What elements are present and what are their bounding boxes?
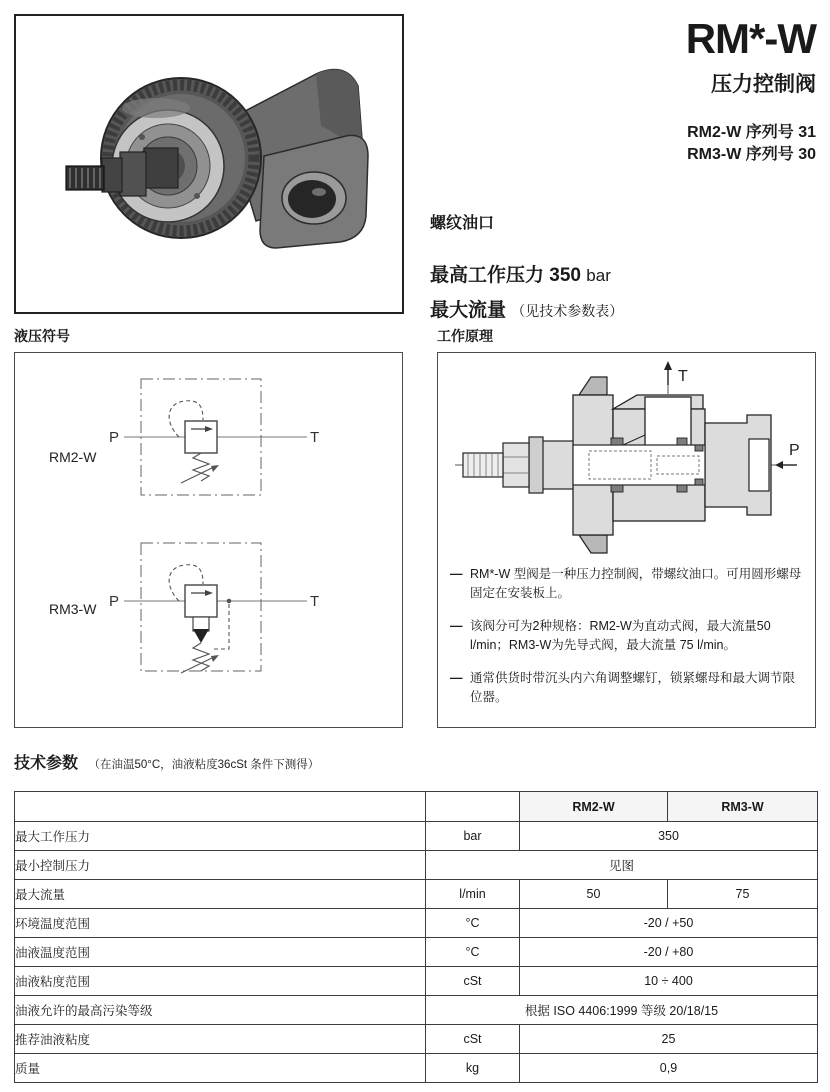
tech-params-heading: 技术参数 bbox=[14, 755, 79, 772]
bullet-dash: — bbox=[450, 670, 463, 685]
value-cell: 10 ÷ 400 bbox=[520, 967, 818, 996]
table-row bbox=[15, 822, 818, 851]
tech-params-table bbox=[14, 791, 818, 1083]
unit-cell: cSt bbox=[426, 1025, 520, 1054]
page-title: RM*-W bbox=[685, 15, 816, 62]
bullet-dash: — bbox=[450, 567, 463, 581]
unit-cell: cSt bbox=[426, 967, 520, 996]
tech-params-heading-row bbox=[14, 750, 319, 773]
table-row bbox=[15, 880, 818, 909]
bullet-text: 该阀分可为2种规格：RM2-W为直动式阀，最大流量50 l/min；RM3-W为先导式阀，最大流量 75 l/min。 bbox=[470, 618, 771, 653]
bullet-item bbox=[450, 617, 806, 656]
tech-params-note: （在油温50°C，油液粘度36cSt 条件下测得） bbox=[88, 759, 320, 771]
table-row bbox=[15, 1025, 818, 1054]
param-cell: 油液允许的最高污染等级 bbox=[15, 996, 426, 1025]
page-subtitle: 压力控制阀 bbox=[711, 73, 816, 96]
rm2w-port-p-label: P bbox=[109, 429, 120, 446]
value-cell: 根据 ISO 4406:1999 等级 20/18/15 bbox=[426, 996, 818, 1025]
param-cell: 环境温度范围 bbox=[15, 909, 426, 938]
value-cell: 25 bbox=[520, 1025, 818, 1054]
bullet-text: 通常供货时带沉头内六角调整螺钉，锁紧螺母和最大调节限位器。 bbox=[470, 670, 796, 704]
table-row bbox=[15, 1054, 818, 1083]
value-cell: 50 bbox=[520, 880, 668, 909]
unit-cell: °C bbox=[426, 938, 520, 967]
unit-cell: °C bbox=[426, 909, 520, 938]
table-row bbox=[15, 938, 818, 967]
series-block bbox=[686, 122, 816, 166]
table-header-row bbox=[15, 792, 818, 822]
value-cell: 见图 bbox=[426, 851, 818, 880]
bullet-dash: — bbox=[450, 618, 463, 633]
product-photo-illustration bbox=[16, 16, 402, 312]
max-flow-label: 最大流量 bbox=[430, 300, 507, 321]
rm2w-symbol-diagram bbox=[107, 367, 327, 517]
product-photo-frame bbox=[14, 14, 404, 314]
param-cell: 油液粘度范围 bbox=[15, 967, 426, 996]
column-header-rm3w: RM3-W bbox=[668, 792, 818, 822]
param-cell: 推荐油液粘度 bbox=[15, 1025, 426, 1054]
param-cell: 质量 bbox=[15, 1054, 426, 1083]
unit-cell: bar bbox=[426, 822, 520, 851]
value-cell: 0,9 bbox=[520, 1054, 818, 1083]
valve-cross-section bbox=[441, 357, 813, 563]
header-empty-cell bbox=[426, 792, 520, 822]
table-row bbox=[15, 909, 818, 938]
table-row bbox=[15, 851, 818, 880]
param-cell: 最大工作压力 bbox=[15, 822, 426, 851]
rm3w-port-p-label: P bbox=[109, 593, 120, 610]
rm3w-port-t-label: T bbox=[310, 593, 320, 610]
cross-section-t-label: T bbox=[678, 368, 688, 385]
max-pressure-unit: bar bbox=[586, 266, 611, 285]
bullet-item bbox=[450, 669, 806, 708]
rm3w-diagram-label: RM3-W bbox=[49, 601, 97, 617]
working-principle-bullets bbox=[450, 565, 806, 720]
hydraulic-symbols-box bbox=[14, 352, 403, 728]
rm2w-port-t-label: T bbox=[310, 429, 320, 446]
unit-cell: l/min bbox=[426, 880, 520, 909]
cross-section-p-label: P bbox=[789, 442, 800, 459]
table-row bbox=[15, 996, 818, 1025]
value-cell: 350 bbox=[520, 822, 818, 851]
table-row bbox=[15, 967, 818, 996]
rm2w-diagram-label: RM2-W bbox=[49, 449, 97, 465]
max-pressure-value: 350 bbox=[549, 265, 581, 286]
max-pressure-line bbox=[430, 260, 623, 287]
working-principle-heading: 工作原理 bbox=[437, 328, 493, 344]
hydraulic-symbols-heading: 液压符号 bbox=[14, 328, 70, 344]
column-header-rm2w: RM2-W bbox=[520, 792, 668, 822]
bullet-item bbox=[450, 565, 806, 604]
max-flow-line bbox=[430, 295, 623, 322]
param-cell: 油液温度范围 bbox=[15, 938, 426, 967]
title-block bbox=[686, 16, 816, 166]
param-cell: 最小控制压力 bbox=[15, 851, 426, 880]
param-cell: 最大流量 bbox=[15, 880, 426, 909]
spec-summary bbox=[430, 210, 623, 322]
working-principle-box bbox=[437, 352, 816, 728]
max-flow-note: （见技术参数表） bbox=[511, 303, 624, 319]
value-cell: -20 / +80 bbox=[520, 938, 818, 967]
value-cell: -20 / +50 bbox=[520, 909, 818, 938]
series-line-rm3: RM3-W 序列号 30 bbox=[687, 146, 816, 163]
header-empty-cell bbox=[15, 792, 426, 822]
unit-cell: kg bbox=[426, 1054, 520, 1083]
rm3w-symbol-diagram bbox=[107, 531, 327, 703]
ports-label: 螺纹油口 bbox=[430, 215, 495, 232]
series-line-rm2: RM2-W 序列号 31 bbox=[687, 124, 816, 141]
bullet-text: RM*-W 型阀是一种压力控制阀，带螺纹油口。可用圆形螺母固定在安装板上。 bbox=[470, 567, 802, 601]
value-cell: 75 bbox=[668, 880, 818, 909]
max-pressure-label: 最高工作压力 bbox=[430, 265, 545, 286]
